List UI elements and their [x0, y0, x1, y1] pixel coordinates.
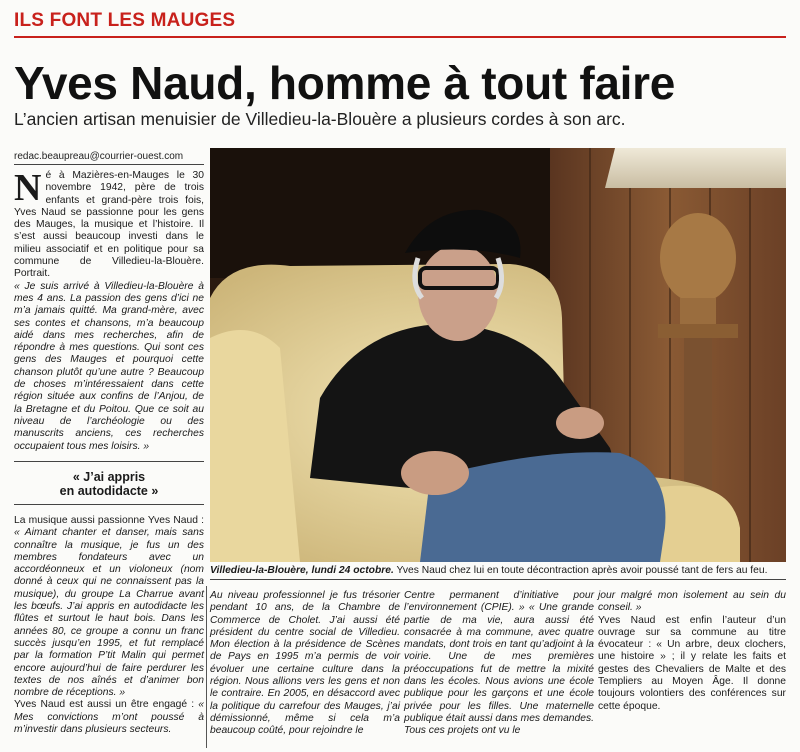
byline-rule: [14, 164, 204, 165]
column-2: Au niveau professionnel je fus trésorier pendant 10 ans, de la Chambre de Commerce de Cholet. J’ai aussi été président du centre social de Villedieu. Mon élection à la présidence de Scènes de Pays en 1995 m’a permis de voir évoluer une certaine culture dans la région. Nous allions vers les gens et non le contraire. En 2005, en désaccord avec la politique du carrefour des Mauges, j’ai démissionné, même si cela m’a beaucoup coûté, pour rejoindre le: [210, 590, 400, 737]
pull-quote: « J’ai appris en autodidacte »: [14, 461, 204, 505]
music-paragraph: La musique aussi passionne Yves Naud : « Aimant chanter et danser, mais sans connaître la musique, je fus un des membres fondateurs avec un accordéonneux et un violoneux (nom donné à ceux qui ne connaissent pas la musique), du groupe La Charrue avant les bœufs. J’ai appris en autodidacte les flûtes et surtout le haut bois. Dans les années 80, ce groupe a connu un franc succès jusqu’en 1995, et fut remplacé par la formation P’tit Malin qui permet encore aujourd’hui de faire perdurer les textes de nos aînés et d’animer bon nombre de réceptions. »: [14, 515, 204, 699]
section-label: ILS FONT LES MAUGES: [14, 10, 236, 31]
column-4: [598, 590, 786, 713]
caption-rule: [210, 579, 786, 580]
headline: Yves Naud, homme à tout faire: [14, 57, 676, 109]
subheadline: L’ancien artisan menuisier de Villedieu-la-Blouère a plusieurs cordes à son arc.: [14, 109, 626, 129]
photo-caption: Villedieu-la-Blouère, lundi 24 octobre. Yves Naud chez lui en toute décontraction après avoir poussé tant de fers au feu.: [210, 565, 768, 576]
engaged-paragraph: Yves Naud est aussi un être engagé : « Mes convictions m’ont poussé à m’investir dans plusieurs secteurs.: [14, 699, 204, 736]
quote-paragraph: « Je suis arrivé à Villedieu-la-Blouère à mes 4 ans. La passion des gens d’ici ne m’a jamais quitté. Ma grand-mère, avec ses contes et chansons, m’a beaucoup aidé dans mes recherches, afin de répondre à mes questions. Qui sont ces gens des Mauges et pourquoi cette chanson plutôt qu’une autre ? Beaucoup de choses m’intéressaient dans cette région située aux confins de l’Anjou, de la Bretagne et du Poitou. Que ce soit au niveau de l’archéologie ou des manuscrits anciens, ces recherches occupaient tous mes loisirs. »: [14, 280, 204, 452]
column-1-bottom: [14, 515, 204, 736]
section-rule: [14, 36, 786, 38]
closing-paragraph: Yves Naud est enfin l’auteur d’un ouvrage sur sa commune au titre évocateur : « Un arbre, deux clochers, une histoire » ; il y relate les faits et gestes des Chevaliers de Malte et des Templiers au Moyen Âge. Il donne toujours volontiers des conférences sur cette époque.: [598, 614, 786, 712]
column-divider: [206, 586, 207, 748]
column-3: Centre permanent d’initiative pour l’environnement (CPIE). » « Une grande partie de ma vie, aura aussi été consacrée à ma commune, avec quatre mandats, dont trois en tant qu’adjoint à la voirie. Une de mes premières préoccupations fut de mettre la mixité dans les écoles. Nous avions une école publique pour les garçons et une école privée pour les filles. Une maternelle publique était aussi dans mes demandes. Tous ces projets ont vu le: [404, 590, 594, 737]
byline-email[interactable]: redac.beaupreau@courrier-ouest.com: [14, 151, 184, 162]
portrait-photo: [210, 148, 786, 562]
column-1-top: [14, 167, 204, 453]
intro-paragraph: Né à Mazières-en-Mauges le 30 novembre 1942, père de trois enfants et grand-père trois fois, Yves Naud se passionne pour les gens des Mauges, la musique et l’histoire. Il s’est aussi beaucoup investi dans le milieu associatif et en politique pour sa commune de Villedieu-la-Blouère. Portrait.: [14, 167, 204, 280]
dropcap: N: [14, 167, 42, 209]
portrait-illustration: [210, 148, 786, 562]
quote-end: jour malgré mon isolement au sein du conseil. »: [598, 590, 786, 614]
